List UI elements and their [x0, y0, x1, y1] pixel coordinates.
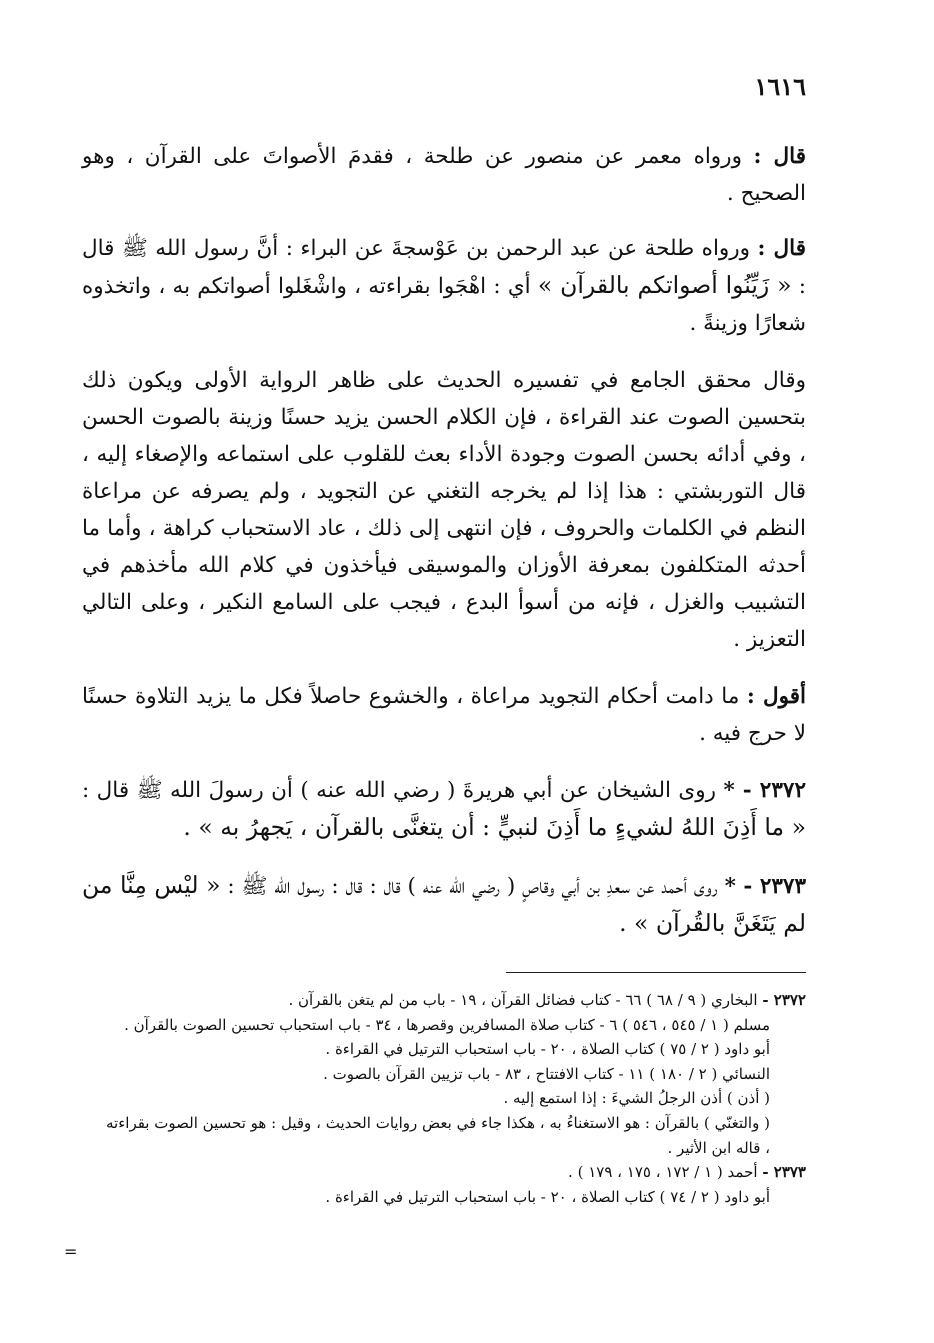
footnote-text: ( أذن ) أذن الرجلُ الشيءَ : إذا استمع إليه . — [503, 1089, 770, 1108]
paragraph-text: روى أحمد عن سعدِ بن أبي وقاصٍ ( رضي الله عنه ) قال : قال : رسول الله ﷺ : — [220, 874, 725, 899]
footnote-line — [106, 1160, 806, 1185]
footnote-line — [106, 1037, 806, 1062]
hadith-number: ٢٣٧٢ - * — [723, 778, 806, 803]
hadith-quote: « زَيِّنُوا أصواتكم بالقرآن » — [537, 271, 792, 299]
footnote-line — [106, 1185, 806, 1210]
paragraph-text: ورواه طلحة عن عبد الرحمن بن عَوْسجةَ عن البراء : أنَّ رسول الله ﷺ قال : — [82, 236, 807, 299]
footnote-text: مسلم ( ١ / ٥٤٥ ، ٥٤٦ ) ٦ - كتاب صلاة المسافرين وقصرها ، ٣٤ - باب استحباب تحسين الصوت بالقرآن . — [124, 1015, 770, 1034]
paragraph-3 — [82, 362, 806, 658]
footnote-text: أبو داود ( ٢ / ٧٥ ) كتاب الصلاة ، ٢٠ - باب استحباب الترتيل في القراءة . — [325, 1040, 770, 1059]
footnote-text: أحمد ( ١ / ١٧٢ ، ١٧٥ ، ١٧٩ ) . — [568, 1163, 763, 1182]
paragraph-text: وقال محقق الجامع في تفسيره الحديث على ظاهر الرواية الأولى ويكون ذلك بتحسين الصوت عند القراءة ، فإن الكلام الحسن يزيد حسنًا وزينة بالصوت الحسن ، وفي أدائه بحسن الصوت وجودة الأداء بعث للقلوب على استماعه والإصغاء إليه ، قال التوربشتي : هذا إذا لم يخرجه التغني عن التجويد ، ولم يصرفه عن مراعاة النظم في الكلمات والحروف ، فإن انتهى إلى ذلك ، عاد الاستحباب كراهة ، وأما ما أحدثه المتكلفون بمعرفة الأوزان والموسيقى فيأخذون في كلام الله مأخذهم في التشبيب والغزل ، فإنه من أسوأ البدع ، فيجب على السامع النكير ، وعلى التالي التعزيز . — [82, 368, 806, 652]
footnote-line — [106, 1111, 806, 1160]
footnote-line — [106, 1086, 806, 1111]
footnote-text: البخاري ( ٩ / ٦٨ ) ٦٦ - كتاب فضائل القرآن ، ١٩ - باب من لم يتغن بالقرآن . — [288, 991, 763, 1009]
hadith-2372 — [82, 772, 806, 847]
footnote-text: أبو داود ( ٢ / ٧٤ ) كتاب الصلاة ، ٢٠ - باب استحباب الترتيل في القراءة . — [325, 1187, 770, 1206]
margin-mark: = — [64, 1242, 78, 1261]
hadith-quote: « ما أَذِنَ اللهُ لشيءٍ ما أَذِنَ لنبيٍّ : أن يتغنَّى بالقرآن ، يَجهرُ به » . — [183, 813, 806, 841]
page-number: ١٦١٦ — [754, 72, 806, 101]
paragraph-text: روى الشيخان عن أبي هريرةَ ( رضي الله عنه ) أن رسولَ الله ﷺ قال : — [82, 778, 724, 803]
hadith-quote: « ليْس مِنَّا من لم يَتَغَنَّ بالقُرآن » . — [82, 871, 806, 937]
paragraph-1 — [82, 138, 806, 212]
footnote-number: ٢٣٧٢ - — [762, 991, 806, 1009]
footnote-text: النسائي ( ٢ / ١٨٠ ) ١١ - كتاب الافتتاح ، ٨٣ - باب تزيين القرآن بالصوت . — [323, 1064, 770, 1083]
footnote-text: ( والتغنّي ) بالقرآن : هو الاستغناءُ به ، هكذا جاء في بعض روايات الحديث ، وقيل : هو تحسين الصوت بقراءته ، قاله ابن الأثير . — [106, 1113, 770, 1157]
paragraph-lead: أقول : — [746, 684, 806, 709]
paragraph-lead: قال : — [753, 144, 807, 169]
paragraph-lead: قال : — [757, 236, 806, 261]
footnote-line — [106, 1013, 806, 1038]
footnote-line — [106, 988, 806, 1013]
paragraph-tail: أي : اهْجَوا بقراءته ، واشْغَلوا أصواتكم به ، واتخذوه شعارًا وزينةً . — [82, 274, 806, 336]
hadith-number: ٢٣٧٣ - * — [724, 874, 807, 899]
footnote-divider — [506, 972, 806, 973]
paragraph-text: ورواه معمر عن منصور عن طلحة ، فقدمَ الأصواتَ على القرآن ، وهو الصحيح . — [82, 144, 806, 206]
paragraph-4 — [82, 678, 806, 752]
footnote-number: ٢٣٧٣ - — [762, 1163, 806, 1182]
paragraph-2 — [82, 230, 806, 342]
footnotes — [106, 988, 806, 1209]
main-text — [82, 138, 806, 963]
footnote-line — [106, 1062, 806, 1087]
hadith-2373 — [82, 867, 806, 943]
paragraph-text: ما دامت أحكام التجويد مراعاة ، والخشوع حاصلاً فكل ما يزيد التلاوة حسنًا لا حرج فيه . — [82, 684, 806, 746]
